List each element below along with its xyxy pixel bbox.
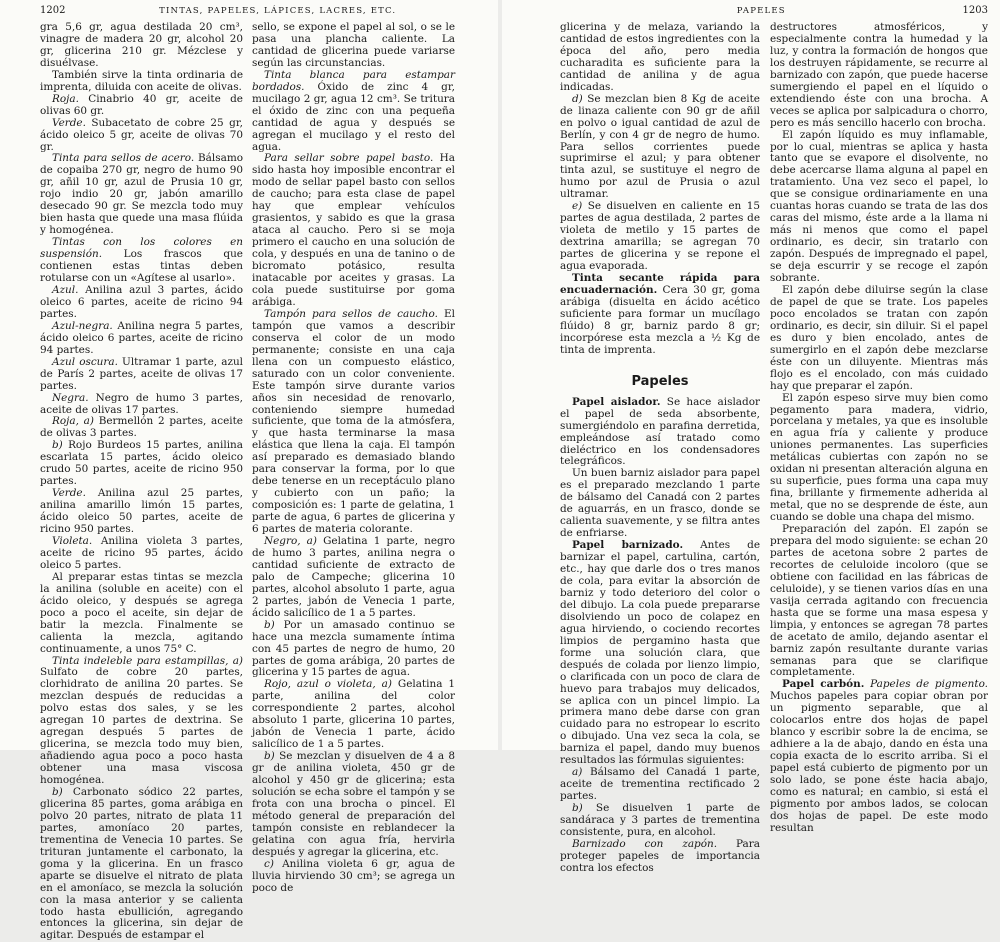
right-column-1-bottom [560,397,760,875]
paragraph [560,540,760,767]
paragraph-text: glicerina y de melaza, variando la cantidad de estos ingredientes con la época del año, pero media cucharadita es suficiente para la cantidad de anilina y de agua indicadas. [560,21,760,93]
paragraph [770,393,988,524]
right-column-2 [770,21,988,834]
paragraph-text: Anilina violeta 3 partes, aceite de ricino 95 partes, ácido oleico 5 partes. [40,534,244,571]
left-page-number: 1202 [40,5,66,16]
paragraph [40,787,243,942]
paragraph [40,22,243,70]
paragraph-text: Antes de barnizar el papel, cartulina, cartón, etc., hay que darle dos o tres manos de cola, para evitar la absorción de barniz y todo deterioro del color o del dibujo. La cola puede prepararse disolviendo un poco de colapez en agua hirviendo, o cociendo recortes limpios de pergamino hasta que forme una solución clara, que después de colada por lienzo limpio, o clarificada con un poco de clara de huevo para trabajos muy delicados, se aplica con un pincel limpio. La primera mano debe darse con gran cuidado para no estropear lo escrito o dibujado. Una vez seca la cola, se barniza el papel, dando muy buenos resultados las fórmulas siguientes: [560,539,760,767]
paragraph-label: Tintas con los colores en suspensión. [40,236,243,261]
paragraph-label: e) [572,200,583,213]
paragraph-text: Al preparar estas tintas se mezcla la anilina (soluble en aceite) con el ácido oleico, y después se agrega poco a poco el aceite, sin dejar de batir la mezcla. Finalmente se calienta la mezcla, agitando continuamente, a unos 75° C. [40,570,243,655]
paragraph-label: Violeta. [52,534,93,547]
paragraph [40,118,243,154]
right-page-number: 1203 [962,5,988,16]
paragraph-text: gra 5,6 gr, agua destilada 20 cm³, vinagre de madera 20 gr, alcohol 20 gr, glicerina 210 gr. Mézclese y disuélvase. [40,21,243,69]
paragraph-label: Negro, a) [264,534,317,547]
paragraph [40,416,243,440]
paragraph-text: Para proteger papeles de importancia contra los efectos [560,837,760,874]
paragraph-text: Carbonato sódico 22 partes, glicerina 85 partes, goma arábiga en polvo 20 partes, nitrato de plata 11 partes, amoníaco 20 partes, trementina de Venecia 10 partes. Se trituran juntamente el carbonato, la goma y la glicerina. En un frasco aparte se disuelve el nitrato de plata en el amoníaco, se mezcla la solución con la masa anterior y se calienta todo hasta ebullición, agregando entonces la glicerina, sin dejar de agitar. Después de estampar el [40,786,243,942]
paragraph [40,285,243,321]
paragraph-label: b) [264,618,275,631]
paragraph-label: Tinta indeleble para estampillas, a) [52,654,243,667]
paragraph-label: d) [572,92,583,105]
paragraph [560,468,760,540]
paragraph-text: Anilina azul 3 partes, ácido oleico 6 partes, aceite de ricino 94 partes. [40,283,243,320]
paragraph [40,572,243,656]
left-page [0,0,498,942]
paragraph-label: Roja. [52,92,79,105]
paragraph-text: Gelatina 1 parte, anilina del color correspondiente 2 partes, alcohol absoluto 1 parte, glicerina 10 partes, jabón de Venecia 1 parte, ácido salicílico de 1 a 5 partes. [252,678,455,751]
paragraph [40,488,243,536]
paragraph [770,130,988,285]
paragraph-subheading: Papeles de pigmento. [870,678,988,691]
paragraph-label: Tinta blanca para estampar bordados. [252,68,455,93]
paragraph [40,70,243,94]
paragraph-text: Se mezclan bien 8 Kg de aceite de linaza caliente con 90 gr de añil en polvo o igual cantidad de azul de Berlín, y con 4 gr de negro de humo. Para sellos corrientes puede suprimirse el azul; y para obtener tinta azul, se sustituye el negro de humo por azul de Prusia o azul ultramar. [560,92,760,201]
paragraph [770,679,988,834]
paragraph-heading: Papel carbón. [782,678,865,691]
left-column-2 [252,21,456,894]
paragraph [40,393,243,417]
paragraph-heading: Papel barnizado. [572,539,684,552]
paragraph [770,22,988,130]
paragraph [40,321,243,357]
section-title: Papeles [631,373,689,389]
paragraph-label: b) [52,439,63,452]
paragraph [40,656,243,787]
paragraph-label: Rojo, azul o violeta, a) [264,678,392,691]
paragraph-text: El zapón líquido es muy inflamable, por lo cual, mientras se aplica y hasta tanto que se evapore el disolvente, no debe acercarse llama alguna al papel en tratamiento. Una vez seco el papel, lo que se consigue ordinariamente en una cuantas horas cuando se trata de las dos caras del mismo, éste arde a la llama ni más ni menos que como el papel ordinario, es decir, sin tratarlo con zapón. Después de impregnado el papel, se deja escurrir y se recoge el zapón sobrante. [770,128,988,285]
paragraph-text: Un buen barniz aislador para papel es el preparado mezclando 1 parte de bálsamo del Canadá con 2 partes de aguarrás, en un frasco, donde se calienta suavemente, y se filtra antes de enfriarse. [560,467,760,540]
right-column-1-top [560,22,760,357]
paragraph [770,524,988,679]
paragraph [40,440,243,488]
paragraph-label: b) [572,802,583,815]
paragraph-text: destructores atmosféricos, y especialmente contra la humedad y la luz, y contra la formación de hongos que los destruyen rápidamente, se recurre al barnizado con zapón, que puede hacerse sumergiendo el papel en el líquido o extendiendo éste con una brocha. A veces se aplica por salpicadura o chorro, pero es más sencillo hacerlo con brocha. [770,21,988,129]
paragraph-label: Tinta para sellos de acero. [52,152,195,165]
paragraph-label: Barnizado con zapón. [572,837,718,850]
paragraph-text: Preparación del zapón. El zapón se prepara del modo siguiente: se echan 20 partes de acetona sobre 2 partes de recortes de celuloide incoloro (que se obtiene con facilidad en las fábricas de celuloide), y se tienen varios días en una vasija cerrada agitando con frecuencia hasta que se forme una masa espesa y limpia, y entonces se agregan 78 partes de acetato de amilo, dejando asentar el barniz zapón resultante durante varias semanas para que se clarifique completamente. [770,523,988,679]
paragraph-label: Verde. [52,487,86,500]
paragraph-heading: Papel aislador. [572,395,661,408]
paragraph-text: Bálsamo de copaiba 270 gr, negro de humo 90 gr, añil 10 gr, azul de Prusia 10 gr, rojo indio 20 gr, jabón amarillo desecado 90 gr. Se mezcla todo muy bien hasta que quede una masa flúida y homogénea. [40,152,244,237]
paragraph-label: Roja, a) [52,415,94,428]
paragraph-label: b) [52,786,63,798]
paragraph-text: Cinabrio 40 gr, aceite de olivas 60 gr. [40,92,243,117]
paragraph [252,22,455,70]
paragraph [40,94,243,118]
paragraph-text: Se mezclan y disuelven de 4 a 8 gr de anilina violeta, 450 gr de alcohol y 450 gr de glicerina; esta solución se echa sobre el tampón y se frota con una brocha o pincel. El método general de preparación del tampón consiste en reblandecer la gelatina con agua fría, hervirla después y agregar la glicerina, etc. [252,750,456,858]
paragraph-text: Se disuelven en caliente en 15 partes de agua destilada, 2 partes de violeta de metilo y 15 partes de dextrina amarilla; se agregan 70 partes de glicerina y se repone el agua evaporada. [560,200,761,273]
right-column-1 [560,21,761,874]
paragraph-text: Ha sido hasta hoy imposible encontrar el modo de sellar papel basto con sellos de caucho; para esta clase de papel hay que emplear vehículos grasientos, y sabido es que la grasa ataca al caucho. Pero si se moja primero el caucho en una solución de cola, y después en una de tanino o de bicromato potásico, resulta inatacable por aceites y grasas. La cola puede sustituirse por goma arábiga. [252,152,455,308]
paragraph [252,309,455,536]
paragraph-text: Sulfato de cobre 20 partes, clorhidrato de anilina 20 partes. Se mezclan después de reducidas a polvo estas dos sales, y se les agregan 10 partes de dextrina. Se agregan después 5 partes de glicerina, se mezcla todo muy bien, añadiendo agua poco a poco hasta obtener una masa viscosa homogénea. [40,666,243,787]
paragraph [40,237,243,285]
right-page-header [560,3,988,19]
paragraph-label: Verde. [52,116,86,129]
paragraph-text: Por un amasado continuo se hace una mezcla sumamente íntima con 45 partes de negro de humo, 20 partes de goma arábiga, 20 partes de glicerina y 15 partes de agua. [252,618,455,679]
paragraph [40,536,243,572]
paragraph [252,751,455,859]
left-page-header [40,3,490,19]
paragraph-text: El tampón que vamos a describir conserva el color de un modo permanente; consiste en una caja llena con un compuesto elástico, saturado con un color conveniente. Este tampón sirve durante varios años sin necesidad de renovarlo, conteniendo siempre humedad suficiente, que toma de la atmósfera, y que hasta terminarse la masa elástica que llena la caja. El tampón así preparado es demasiado blando para conservar la forma, por lo que debe tenerse en un receptáculo plano y cubierto con un paño; la composición es: 1 parte de gelatina, 1 parte de agua, 6 partes de glicerina y 6 partes de materia colorante. [252,307,455,536]
paragraph-label: Azul. [52,283,79,296]
paragraph-text: Rojo Burdeos 15 partes, anilina escarlata 15 partes, ácido oleico crudo 50 partes, aceite de ricino 950 partes. [40,439,243,488]
paragraph-text: Anilina violeta 6 gr, agua de lluvia hirviendo 30 cm³; se agrega un poco de [252,857,455,894]
paragraph-label: c) [264,857,274,870]
left-column-1 [40,21,244,942]
paragraph-label: Para sellar sobre papel basto. [264,152,434,165]
paragraph-label: Azul oscura. [52,355,118,368]
paragraph-text: El zapón espeso sirve muy bien como pegamento para madera, vidrio, porcelana y metales, ya que es insoluble en agua fría y caliente y produce uniones permanentes. Las superficies metálicas cubiertas con zapón no se oxidan ni presentan alteración alguna en su superficie, pues forma una capa muy fina, brillante y firmemente adherida al metal, que no se desprende de éste, aun cuando se doble una chapa del mismo. [770,391,988,524]
paragraph [560,767,760,803]
paragraph [252,536,455,620]
paragraph [252,620,455,680]
paragraph [40,357,243,393]
paragraph [252,679,455,751]
paragraph-label: a) [572,766,583,779]
paragraph [560,201,760,273]
paragraph [560,273,760,357]
paragraph [252,70,455,154]
paragraph-label: b) [264,750,275,763]
paragraph-text: sello, se expone el papel al sol, o se le pasa una plancha caliente. La cantidad de glicerina puede variarse según las circunstancias. [252,21,455,69]
right-running-head: PAPELES [736,6,786,16]
paragraph-text: Los frascos que contienen estas tintas deben rotularse con un «Agítese al usarlo». [40,248,243,285]
paragraph-heading: Tinta secante rápida para encuadernación. [560,272,760,296]
paragraph [560,22,760,94]
paragraph-text: Bermellón 2 partes, aceite de olivas 3 partes. [40,415,243,440]
paragraph [560,803,760,839]
paragraph [560,397,760,469]
paragraph [770,285,988,393]
paragraph-text: Anilina azul 25 partes, anilina amarillo limón 15 partes, ácido oleico 50 partes, aceite de ricino 950 partes. [40,487,243,536]
paragraph-text: Gelatina 1 parte, negro de humo 3 partes, anilina negra o cantidad suficiente de extracto de palo de Campeche; glicerina 10 partes, alcohol absoluto 1 parte, agua 2 partes, jabón de Venecia 1 parte, ácido salicílico de 1 a 5 partes. [252,534,455,619]
paragraph-text: Subacetato de cobre 25 gr, ácido oleico 5 gr, aceite de olivas 70 gr. [40,116,243,153]
paragraph [560,839,760,875]
left-running-head: TINTAS, PAPELES, LÁPICES, LACRES, ETC. [159,6,397,16]
paragraph [252,153,455,308]
paragraph-label: Tampón para sellos de caucho. [264,307,438,320]
paragraph-text: El zapón debe diluirse según la clase de papel de que se trate. Los papeles poco encolados se tratan con zapón ordinario, es decir, sin diluir. Si el papel es duro y bien encolado, antes de sumergirlo en el zapón debe mezclarse éste con un diluyente. Mientras más flojo es el encolado, con más cuidado hay que preparar el zapón. [770,283,988,392]
paragraph-text: Negro de humo 3 partes, aceite de olivas 17 partes. [40,391,243,416]
paragraph [40,153,243,237]
paragraph-text: Bálsamo del Canadá 1 parte, aceite de trementina rectificado 2 partes. [560,766,760,803]
paragraph-label: Negra. [52,391,89,404]
paragraph-text: Se hace aislador el papel de seda absorbente, sumergiéndolo en parafina derretida, empleándose así tratado como dieléctrico en los condensadores telegráficos. [560,395,760,468]
paragraph [252,859,455,895]
right-page [502,0,1000,874]
paragraph-text: Óxido de zinc 4 gr, mucilago 2 gr, agua 12 cm³. Se tritura el óxido de zinc con una pequeña cantidad de agua y después se agregan el mucilago y el resto del agua. [252,80,455,153]
paragraph-text: Se disuelven 1 parte de sandáraca y 3 partes de trementina consistente, pura, en alcohol. [560,802,760,838]
paragraph-text: Cera 30 gr, goma arábiga (disuelta en ácido acético suficiente para formar un mucílago flúido) 8 gr, barniz pardo 8 gr; incorpórese esta mezcla a ½ Kg de tinta de imprenta. [560,283,760,356]
paragraph [560,94,760,202]
paragraph-text: Ultramar 1 parte, azul de París 2 partes, aceite de olivas 17 partes. [40,355,243,392]
paragraph-text: También sirve la tinta ordinaria de imprenta, diluida con aceite de olivas. [40,68,243,93]
paragraph-label: Azul-negra. [52,319,113,332]
paragraph-text: Anilina negra 5 partes, ácido oleico 6 partes, aceite de ricino 94 partes. [40,319,243,356]
paragraph-text: Muchos papeles para copiar obran por un pigmento separable, que al colocarlos entre dos hojas de papel blanco y escribir sobre la de encima, se adhiere a la de abajo, dando en ésta una copia exacta de lo escrito arriba. Si el papel está cubierto de pigmento por un solo lado, se pone éste hacia abajo, como es natural; en cambio, si está el pigmento por ambos lados, se colocan dos hojas de papel. De este modo resultan [770,690,988,834]
